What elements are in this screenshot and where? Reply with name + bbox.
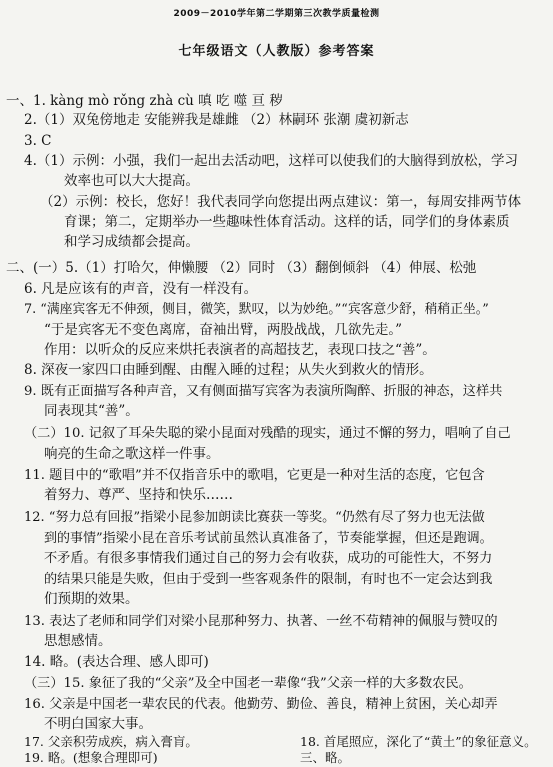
answer-line: 们预期的效果。: [44, 591, 139, 607]
answer-line: 三、略。: [300, 750, 351, 765]
answer-line: 6. 凡是应该有的声音，没有一样没有。: [24, 281, 258, 297]
answer-key-subtitle: 七年级语文（人教版）参考答案: [178, 44, 375, 59]
exam-title: 2009－2010学年第二学期第三次教学质量检测: [173, 9, 380, 19]
answer-line: 响亮的生命之歌这样一件事。: [44, 446, 220, 462]
answer-line: 到的事情”指梁小昆在音乐考试前虽然认真准备了，节奏能掌握，但还是跑调。: [44, 531, 493, 546]
answer-line: 一、1. kàng mò rǒng zhà cù 嗔 吃 噬 亘 秽: [6, 93, 283, 109]
answer-line: 19. 略。(想象合理即可): [24, 750, 158, 765]
answer-line: 效率也可以大大提高。: [64, 173, 199, 189]
answer-line: 7. “满座宾客无不伸颈，侧目，微笑，默叹，以为妙绝。”“宾客意少舒，稍稍正坐。”: [24, 302, 489, 317]
answer-line: 二、(一）5.（1）打哈欠，伸懒腰 （2）同时 （3）翻倒倾斜 （4）伸展、松弛: [6, 260, 477, 276]
answer-line: 3. C: [24, 133, 52, 149]
answer-line: 同表现其“善”。: [44, 403, 139, 419]
answer-line: 思想感情。: [44, 633, 112, 649]
answer-line: 的结果只能是失败，但由于受到一些客观条件的限制，有时也不一定会达到我: [44, 572, 493, 587]
answer-line: 育课；第二，定期举办一些趣味性体育活动。这样的话，同学们的身体素质: [64, 214, 510, 230]
answer-line: 着努力、尊严、坚持和快乐……: [44, 487, 233, 503]
answer-line: （三）15. 象征了我的“父亲”及全中国老一辈像“我”父亲一样的大多数农民。: [24, 676, 472, 691]
answer-line: 和学习成绩都会提高。: [64, 234, 199, 250]
answer-line: 18. 首尾照应，深化了“黄土”的象征意义。: [300, 734, 537, 749]
answer-line: 8. 深夜一家四口由睡到醒、由醒入睡的过程；从失火到救火的情形。: [24, 362, 433, 378]
answer-line: 16. 父亲是中国老一辈农民的代表。他勤劳、勤俭、善良，精神上贫困，关心却弄: [24, 697, 498, 712]
answer-line: 14. 略。(表达合理、感人即可): [24, 654, 209, 670]
answer-line: 9. 既有正面描写各种声音，又有侧面描写宾客为表演所陶醉、折服的神态，这样共: [24, 384, 503, 399]
answer-line: 11. 题目中的“歌唱”并不仅指音乐中的歌唱，它更是一种对生活的态度，它包含: [24, 468, 485, 483]
answer-line: 不明白国家大事。: [44, 716, 152, 732]
answer-line: 4.（1）示例：小强，我们一起出去活动吧，这样可以使我们的大脑得到放松，学习: [24, 153, 518, 169]
answer-line: 17. 父亲积劳成疾，病入膏肓。: [24, 734, 198, 749]
answer-line: 12. “努力总有回报”指梁小昆参加朗读比赛获一等奖。“仍然有尽了努力也无法做: [24, 510, 485, 525]
answer-line: 2.（1）双兔傍地走 安能辨我是雄雌 （2）林嗣环 张潮 虞初新志: [24, 112, 409, 128]
answer-line: （二）10. 记叙了耳朵失聪的梁小昆面对残酷的现实，通过不懈的努力，唱响了自己: [24, 426, 511, 441]
answer-line: 作用：以听众的反应来烘托表演者的高超技艺，表现口技之“善”。: [44, 342, 436, 358]
answer-line: （2）示例：校长，您好！我代表同学向您提出两点建议：第一，每周安排两节体: [40, 194, 522, 210]
answer-line: “于是宾客无不变色离席，奋袖出臂，两股战战，几欲先走。”: [44, 322, 403, 338]
answer-line: 13. 表达了老师和同学们对梁小昆那种努力、执著、一丝不苟精神的佩服与赞叹的: [24, 614, 498, 629]
answer-line: 不矛盾。有很多事情我们通过自己的努力会有收获，成功的可能性大，不努力: [44, 551, 493, 566]
